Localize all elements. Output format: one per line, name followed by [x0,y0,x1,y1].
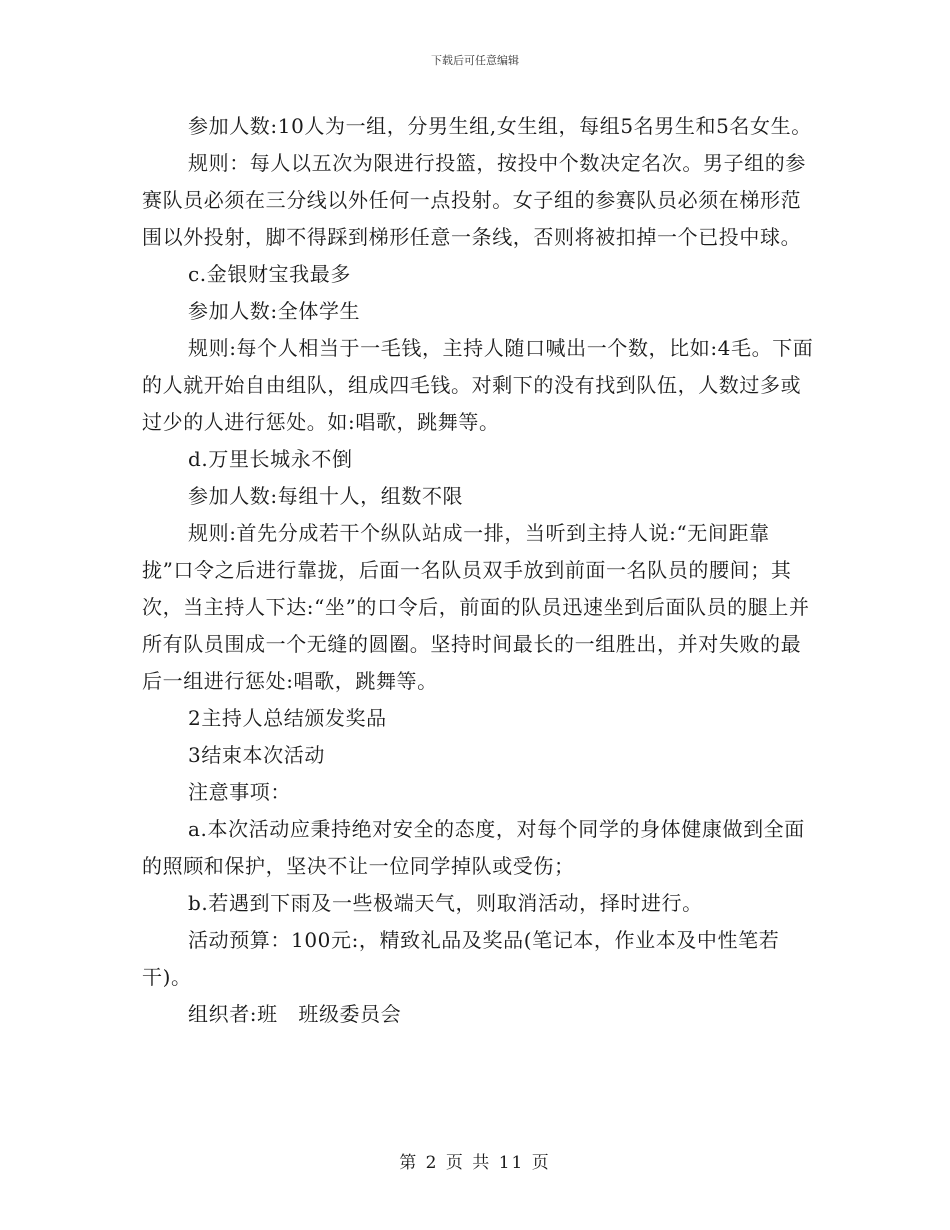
paragraph-step-2: 2主持人总结颁发奖品 [188,706,387,730]
paragraph-budget: 活动预算：100元:，精致礼品及奖品(笔记本，作业本及中性笔若干)。 [142,928,780,989]
paragraph-note-a: a.本次活动应秉持绝对安全的态度，对每个同学的身体健康做到全面的照顾和保护，坚决不让一位同学掉队或受伤； [142,817,805,878]
paragraph-rules-game-c: 规则:每个人相当于一毛钱，主持人随口喊出一个数，比如:4毛。下面的人就开始自由组队，组成四毛钱。对剩下的没有找到队伍，人数过多或过少的人进行惩处。如:唱歌，跳舞等。 [142,336,814,434]
paragraph-rules-basketball: 规则：每人以五次为限进行投篮，按投中个数决定名次。男子组的参赛队员必须在三分线以外任何一点投射。女子组的参赛队员必须在梯形范围以外投射，脚不得踩到梯形任意一条线，否则将被扣掉一个已投中球。 [142,151,806,249]
page-number: 第 2 页 共 11 页 [399,1153,551,1173]
paragraph-organizer: 组织者:班 班级委员会 [188,1002,402,1026]
paragraph-notes-heading: 注意事项： [188,780,291,804]
paragraph-step-3: 3结束本次活动 [188,743,325,767]
paragraph-note-b: b.若遇到下雨及一些极端天气，则取消活动，择时进行。 [188,891,703,915]
document-body [142,108,814,1033]
paragraph-participants-game-d: 参加人数:每组十人，组数不限 [188,484,464,508]
paragraph-game-c-title: c.金银财宝我最多 [188,262,351,286]
paragraph-game-d-title: d.万里长城永不倒 [188,447,353,471]
paragraph-rules-game-d: 规则:首先分成若干个纵队站成一排，当听到主持人说:“无间距靠拢”口令之后进行靠拢，后面一名队员双手放到前面一名队员的腰间；其次，当主持人下达:“坐”的口令后，前面的队员迅速坐到后面队员的腿上并所有队员围成一个无缝的圆圈。坚持时间最长的一组胜出，并对失败的最后一组进行惩处:唱歌，跳舞等。 [142,521,810,693]
page-header-note: 下载后可任意编辑 [431,54,519,67]
paragraph-participants-basketball: 参加人数:10人为一组，分男生组,女生组，每组5名男生和5名女生。 [188,114,812,138]
paragraph-participants-game-c: 参加人数:全体学生 [188,299,361,323]
